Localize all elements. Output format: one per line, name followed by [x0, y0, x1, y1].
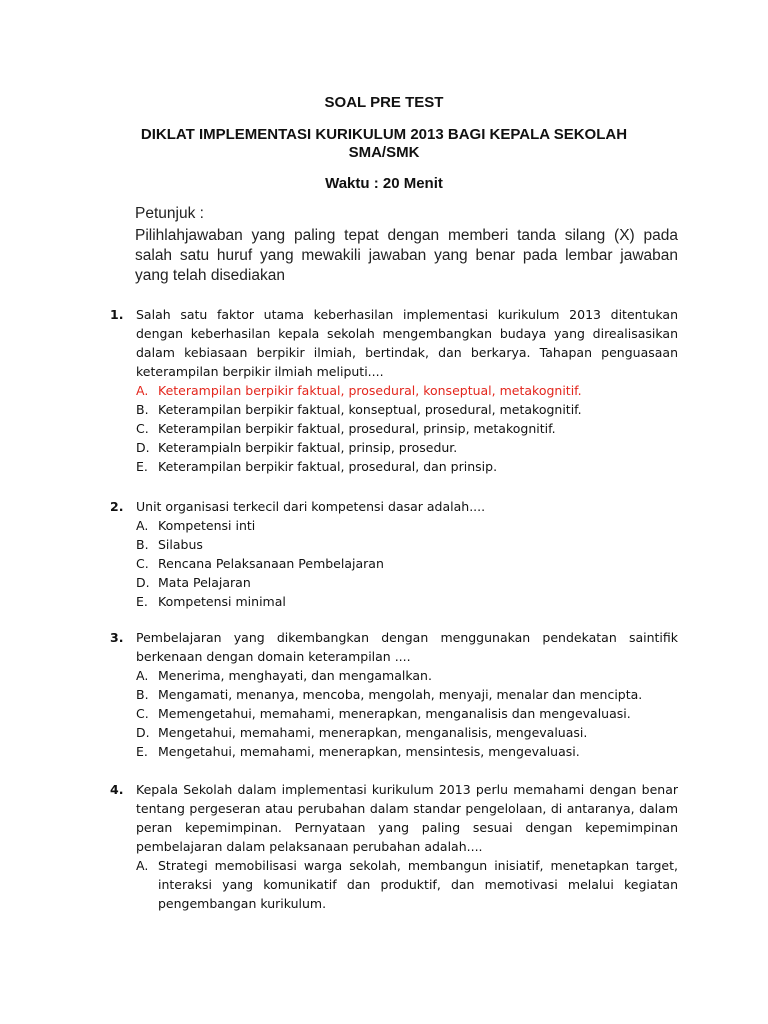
- option-text: Mengamati, menanya, mencoba, mengolah, menyaji, menalar dan mencipta.: [158, 687, 643, 702]
- option-e: [136, 592, 678, 611]
- option-c: [136, 554, 678, 573]
- option-text: Mata Pelajaran: [158, 575, 251, 590]
- option-letter: A.: [136, 858, 149, 873]
- option-text: Kompetensi minimal: [158, 594, 286, 609]
- option-list: [110, 666, 678, 761]
- option-letter: D.: [136, 575, 150, 590]
- option-list: [110, 381, 678, 476]
- option-b: [136, 400, 678, 419]
- question-number: 4.: [110, 782, 124, 797]
- time-limit: Waktu : 20 Menit: [325, 175, 443, 192]
- option-c: [136, 704, 678, 723]
- option-b: [136, 685, 678, 704]
- option-text: Rencana Pelaksanaan Pembelajaran: [158, 556, 384, 571]
- option-letter: D.: [136, 725, 150, 740]
- option-a: [136, 516, 678, 535]
- option-text: Keterampilan berpikir faktual, prosedural, konseptual, metakognitif.: [158, 383, 582, 398]
- option-text: Keterampilan berpikir faktual, prosedural, dan prinsip.: [158, 459, 498, 474]
- option-a-answer: [136, 381, 678, 400]
- option-b: [136, 535, 678, 554]
- instructions-text: Pilihlahjawaban yang paling tepat dengan memberi tanda silang (X) pada salah satu huruf yang mewakili jawaban yang benar pada lembar jawaban yang telah disediakan: [135, 227, 678, 284]
- option-a: [136, 856, 678, 913]
- instructions-label: Petunjuk :: [135, 205, 204, 222]
- option-letter: A.: [136, 668, 149, 683]
- option-text: Keterampilan berpikir faktual, prosedural, prinsip, metakognitif.: [158, 421, 556, 436]
- option-text: Strategi memobilisasi warga sekolah, membangun inisiatif, menetapkan target, interaksi yang komunikatif dan produktif, dan memotivasi melalui kegiatan pengembangan kurikulum.: [158, 858, 678, 911]
- subtitle-line-2: SMA/SMK: [348, 144, 420, 161]
- option-e: [136, 742, 678, 761]
- question-text: Kepala Sekolah dalam implementasi kurikulum 2013 perlu memahami dengan benar tentang pergeseran atau perubahan dalam standar pengelolaan, di antaranya, dalam peran kepemimpinan. Pernyataan yang paling sesuai dengan kepemimpinan pembelajaran dalam pelaksanaan perubahan adalah....: [136, 782, 678, 854]
- question-2: [110, 497, 678, 611]
- option-e: [136, 457, 678, 476]
- question-number: 3.: [110, 630, 124, 645]
- option-list: [110, 516, 678, 611]
- option-letter: E.: [136, 459, 148, 474]
- option-text: Kompetensi inti: [158, 518, 256, 533]
- option-a: [136, 666, 678, 685]
- option-text: Keterampilan berpikir faktual, konseptual, prosedural, metakognitif.: [158, 402, 582, 417]
- option-letter: B.: [136, 537, 149, 552]
- question-number: 2.: [110, 499, 124, 514]
- option-letter: D.: [136, 440, 150, 455]
- option-d: [136, 438, 678, 457]
- page-title: SOAL PRE TEST: [324, 94, 444, 111]
- option-letter: B.: [136, 687, 149, 702]
- option-text: Silabus: [158, 537, 203, 552]
- option-text: Menerima, menghayati, dan mengamalkan.: [158, 668, 432, 683]
- question-text: Pembelajaran yang dikembangkan dengan menggunakan pendekatan saintifik berkenaan dengan domain keterampilan ....: [136, 630, 678, 664]
- option-c: [136, 419, 678, 438]
- option-letter: E.: [136, 594, 148, 609]
- option-letter: E.: [136, 744, 148, 759]
- subtitle-line-1: DIKLAT IMPLEMENTASI KURIKULUM 2013 BAGI KEPALA SEKOLAH: [140, 126, 628, 143]
- option-text: Mengetahui, memahami, menerapkan, mensintesis, mengevaluasi.: [158, 744, 580, 759]
- question-number: 1.: [110, 307, 124, 322]
- option-letter: A.: [136, 383, 149, 398]
- option-text: Mengetahui, memahami, menerapkan, menganalisis, mengevaluasi.: [158, 725, 588, 740]
- option-letter: C.: [136, 556, 149, 571]
- option-letter: A.: [136, 518, 149, 533]
- instructions: [135, 204, 678, 286]
- option-d: [136, 573, 678, 592]
- option-list: [110, 856, 678, 913]
- question-3: [110, 628, 678, 761]
- option-letter: B.: [136, 402, 149, 417]
- question-text: Unit organisasi terkecil dari kompetensi dasar adalah....: [136, 499, 486, 514]
- question-1: [110, 305, 678, 476]
- option-letter: C.: [136, 421, 149, 436]
- option-d: [136, 723, 678, 742]
- option-letter: C.: [136, 706, 149, 721]
- question-text: Salah satu faktor utama keberhasilan implementasi kurikulum 2013 ditentukan dengan keberhasilan kepala sekolah mengembangkan budaya yang direalisasikan dalam kebiasaan berpikir ilmiah, bertindak, dan berkarya. Tahapan penguasaan keterampilan berpikir ilmiah meliputi....: [136, 307, 678, 379]
- option-text: Keterampialn berpikir faktual, prinsip, prosedur.: [158, 440, 458, 455]
- question-4: [110, 780, 678, 913]
- option-text: Memengetahui, memahami, menerapkan, menganalisis dan mengevaluasi.: [158, 706, 631, 721]
